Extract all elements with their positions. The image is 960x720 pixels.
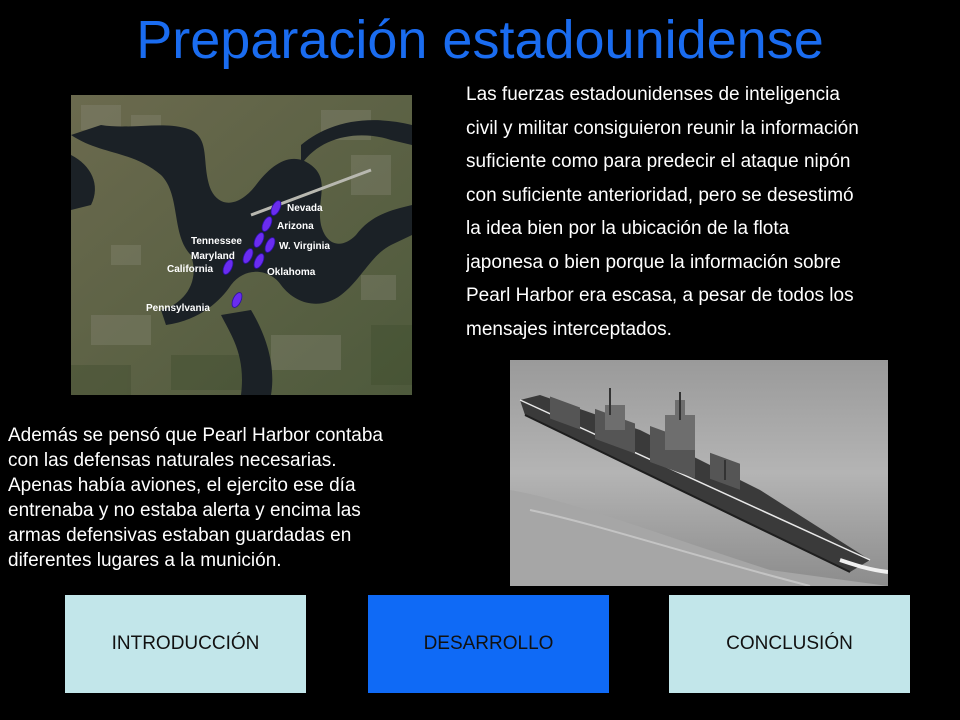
map-label-pennsylvania: Pennsylvania <box>146 303 210 314</box>
map-label-tennessee: Tennessee <box>191 236 242 247</box>
map-label-california: California <box>167 264 214 275</box>
map-label-w-virginia: W. Virginia <box>279 241 330 252</box>
warship-photo <box>510 360 888 586</box>
map-label-nevada: Nevada <box>287 203 323 214</box>
map-label-oklahoma: Oklahoma <box>267 267 316 278</box>
nav-introduccion-button[interactable]: INTRODUCCIÓN <box>65 595 306 693</box>
map-label-maryland: Maryland <box>191 251 235 262</box>
nav-desarrollo-button[interactable]: DESARROLLO <box>368 595 609 693</box>
slide-title: Preparación estadounidense <box>136 10 824 70</box>
pearl-harbor-map <box>71 95 412 395</box>
defense-paragraph: Además se pensó que Pearl Harbor contaba con las defensas naturales necesarias. Apenas había aviones, el ejercito ese día entrenaba y no estaba alerta y encima las armas defensivas estaban guardadas en diferentes lugares a la munición. <box>8 425 383 571</box>
intro-paragraph: Las fuerzas estadounidenses de inteligencia civil y militar consiguieron reunir la información suficiente como para predecir el ataque nipón con suficiente anterioridad, pero se desestimó la idea bien por la ubicación de la flota japonesa o bien porque la información sobre Pearl Harbor era escasa, a pesar de todos los mensajes interceptados. <box>466 84 859 340</box>
map-label-arizona: Arizona <box>277 221 314 232</box>
nav-conclusion-button[interactable]: CONCLUSIÓN <box>669 595 910 693</box>
